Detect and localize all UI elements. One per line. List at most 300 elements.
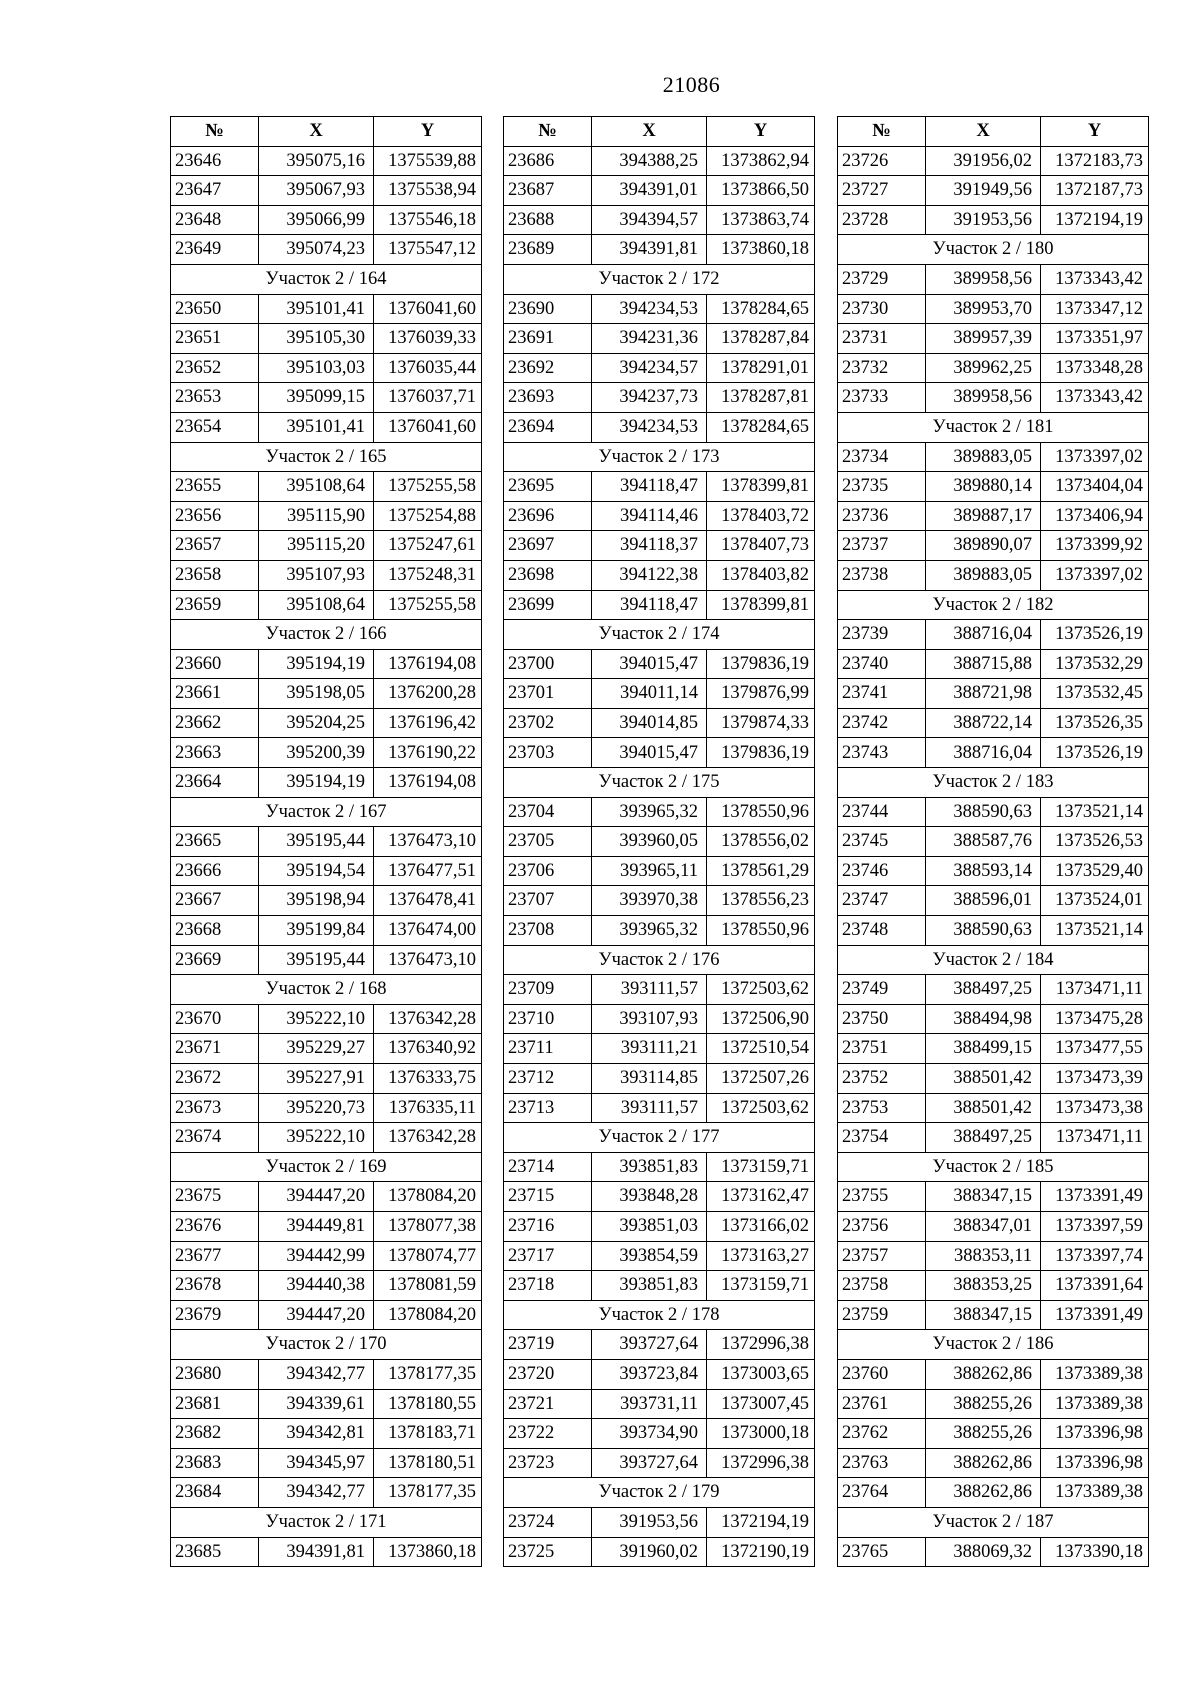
table-row <box>504 1389 815 1419</box>
table-row <box>504 797 815 827</box>
y-coordinate-cell: 1373532,45 <box>1041 679 1149 709</box>
x-coordinate-cell: 395194,19 <box>259 768 374 798</box>
table-row <box>171 1211 482 1241</box>
x-coordinate-cell: 395220,73 <box>259 1093 374 1123</box>
table-row <box>838 294 1149 324</box>
section-label: Участок 2 / 164 <box>171 264 482 294</box>
table-row <box>171 1478 482 1508</box>
y-coordinate-cell: 1375538,94 <box>374 176 482 206</box>
y-coordinate-cell: 1373524,01 <box>1041 886 1149 916</box>
point-number-cell: 23692 <box>504 353 592 383</box>
x-coordinate-cell: 388593,14 <box>926 856 1041 886</box>
y-coordinate-cell: 1378407,73 <box>707 531 815 561</box>
table-row <box>838 649 1149 679</box>
table-header-row <box>171 117 482 147</box>
point-number-cell: 23666 <box>171 856 259 886</box>
point-number-cell: 23660 <box>171 649 259 679</box>
y-coordinate-cell: 1373860,18 <box>707 235 815 265</box>
y-coordinate-cell: 1373862,94 <box>707 146 815 176</box>
table-row <box>171 738 482 768</box>
point-number-cell: 23688 <box>504 205 592 235</box>
section-header-row <box>504 945 815 975</box>
table-row <box>171 235 482 265</box>
coordinates-table-3 <box>837 116 1149 1567</box>
point-number-cell: 23665 <box>171 827 259 857</box>
y-coordinate-cell: 1373347,12 <box>1041 294 1149 324</box>
x-coordinate-cell: 394114,46 <box>592 501 707 531</box>
point-number-cell: 23648 <box>171 205 259 235</box>
y-column-header: Y <box>1041 117 1149 147</box>
table-row <box>504 1271 815 1301</box>
x-coordinate-cell: 391949,56 <box>926 176 1041 206</box>
table-row <box>838 176 1149 206</box>
x-coordinate-cell: 388499,15 <box>926 1034 1041 1064</box>
table-row <box>171 294 482 324</box>
table-row <box>171 1241 482 1271</box>
point-number-cell: 23693 <box>504 383 592 413</box>
section-label: Участок 2 / 177 <box>504 1123 815 1153</box>
table-row <box>838 620 1149 650</box>
table-row <box>504 590 815 620</box>
point-number-cell: 23745 <box>838 827 926 857</box>
section-header-row <box>838 1330 1149 1360</box>
point-number-cell: 23710 <box>504 1004 592 1034</box>
y-coordinate-cell: 1376473,10 <box>374 945 482 975</box>
section-label: Участок 2 / 184 <box>838 945 1149 975</box>
table-row <box>838 1093 1149 1123</box>
table-row <box>504 531 815 561</box>
table-row <box>504 353 815 383</box>
x-coordinate-cell: 393970,38 <box>592 886 707 916</box>
table-row <box>171 353 482 383</box>
y-coordinate-cell: 1373343,42 <box>1041 264 1149 294</box>
section-label: Участок 2 / 186 <box>838 1330 1149 1360</box>
table-row <box>838 501 1149 531</box>
x-coordinate-cell: 394118,37 <box>592 531 707 561</box>
point-number-cell: 23694 <box>504 412 592 442</box>
x-coordinate-cell: 395222,10 <box>259 1123 374 1153</box>
x-coordinate-cell: 393854,59 <box>592 1241 707 1271</box>
table-row <box>171 1389 482 1419</box>
section-label: Участок 2 / 170 <box>171 1330 482 1360</box>
point-number-cell: 23650 <box>171 294 259 324</box>
section-label: Участок 2 / 179 <box>504 1478 815 1508</box>
section-header-row <box>171 1152 482 1182</box>
x-coordinate-cell: 395099,15 <box>259 383 374 413</box>
point-number-cell: 23763 <box>838 1448 926 1478</box>
y-coordinate-cell: 1376196,42 <box>374 708 482 738</box>
table-row <box>838 324 1149 354</box>
table-row <box>171 1064 482 1094</box>
y-coordinate-cell: 1378556,02 <box>707 827 815 857</box>
point-number-cell: 23667 <box>171 886 259 916</box>
point-number-cell: 23669 <box>171 945 259 975</box>
section-label: Участок 2 / 181 <box>838 412 1149 442</box>
point-number-cell: 23731 <box>838 324 926 354</box>
y-coordinate-cell: 1375248,31 <box>374 560 482 590</box>
x-coordinate-cell: 394234,57 <box>592 353 707 383</box>
point-number-cell: 23700 <box>504 649 592 679</box>
table-row <box>171 472 482 502</box>
point-number-cell: 23670 <box>171 1004 259 1034</box>
x-column-header: X <box>926 117 1041 147</box>
point-number-cell: 23664 <box>171 768 259 798</box>
section-header-row <box>838 1507 1149 1537</box>
y-coordinate-cell: 1378183,71 <box>374 1419 482 1449</box>
y-coordinate-cell: 1376190,22 <box>374 738 482 768</box>
y-coordinate-cell: 1378180,51 <box>374 1448 482 1478</box>
point-number-cell: 23698 <box>504 560 592 590</box>
y-coordinate-cell: 1373389,38 <box>1041 1478 1149 1508</box>
x-coordinate-cell: 395195,44 <box>259 827 374 857</box>
x-coordinate-cell: 395115,90 <box>259 501 374 531</box>
y-coordinate-cell: 1372506,90 <box>707 1004 815 1034</box>
point-number-cell: 23733 <box>838 383 926 413</box>
coordinates-table-2 <box>503 116 815 1567</box>
y-coordinate-cell: 1378077,38 <box>374 1211 482 1241</box>
point-number-cell: 23661 <box>171 679 259 709</box>
y-coordinate-cell: 1373526,53 <box>1041 827 1149 857</box>
y-coordinate-cell: 1376477,51 <box>374 856 482 886</box>
point-number-cell: 23723 <box>504 1448 592 1478</box>
section-label: Участок 2 / 174 <box>504 620 815 650</box>
point-number-cell: 23743 <box>838 738 926 768</box>
point-number-cell: 23762 <box>838 1419 926 1449</box>
x-coordinate-cell: 394447,20 <box>259 1182 374 1212</box>
point-number-cell: 23706 <box>504 856 592 886</box>
x-coordinate-cell: 393727,64 <box>592 1448 707 1478</box>
y-coordinate-cell: 1373521,14 <box>1041 916 1149 946</box>
point-number-cell: 23726 <box>838 146 926 176</box>
table-row <box>504 1507 815 1537</box>
section-header-row <box>171 975 482 1005</box>
table-row <box>504 886 815 916</box>
y-coordinate-cell: 1378287,81 <box>707 383 815 413</box>
table-row <box>504 1359 815 1389</box>
x-coordinate-cell: 388497,25 <box>926 975 1041 1005</box>
y-coordinate-cell: 1372510,54 <box>707 1034 815 1064</box>
x-coordinate-cell: 394122,38 <box>592 560 707 590</box>
section-label: Участок 2 / 173 <box>504 442 815 472</box>
point-number-cell: 23702 <box>504 708 592 738</box>
table-row <box>504 679 815 709</box>
y-coordinate-cell: 1376333,75 <box>374 1064 482 1094</box>
table-row <box>171 383 482 413</box>
y-coordinate-cell: 1372190,19 <box>707 1537 815 1567</box>
y-coordinate-cell: 1372503,62 <box>707 1093 815 1123</box>
y-coordinate-cell: 1372507,26 <box>707 1064 815 1094</box>
x-coordinate-cell: 394118,47 <box>592 590 707 620</box>
y-coordinate-cell: 1373404,04 <box>1041 472 1149 502</box>
point-number-cell: 23721 <box>504 1389 592 1419</box>
y-coordinate-cell: 1373390,18 <box>1041 1537 1149 1567</box>
y-coordinate-cell: 1378550,96 <box>707 797 815 827</box>
y-coordinate-cell: 1375546,18 <box>374 205 482 235</box>
y-coordinate-cell: 1376474,00 <box>374 916 482 946</box>
table-row <box>171 1004 482 1034</box>
point-number-cell: 23754 <box>838 1123 926 1153</box>
point-number-cell: 23690 <box>504 294 592 324</box>
point-number-cell: 23739 <box>838 620 926 650</box>
table-row <box>171 501 482 531</box>
x-coordinate-cell: 394231,36 <box>592 324 707 354</box>
point-number-cell: 23678 <box>171 1271 259 1301</box>
point-number-cell: 23673 <box>171 1093 259 1123</box>
x-coordinate-cell: 393848,28 <box>592 1182 707 1212</box>
table-row <box>838 1241 1149 1271</box>
x-coordinate-cell: 391953,56 <box>926 205 1041 235</box>
x-coordinate-cell: 388353,11 <box>926 1241 1041 1271</box>
section-header-row <box>504 1123 815 1153</box>
x-coordinate-cell: 395066,99 <box>259 205 374 235</box>
y-coordinate-cell: 1378561,29 <box>707 856 815 886</box>
x-coordinate-cell: 388347,15 <box>926 1182 1041 1212</box>
table-row <box>171 768 482 798</box>
point-number-cell: 23714 <box>504 1152 592 1182</box>
point-number-cell: 23649 <box>171 235 259 265</box>
table-row <box>504 501 815 531</box>
point-number-cell: 23728 <box>838 205 926 235</box>
x-coordinate-cell: 389953,70 <box>926 294 1041 324</box>
section-label: Участок 2 / 171 <box>171 1507 482 1537</box>
x-coordinate-cell: 393851,83 <box>592 1271 707 1301</box>
x-coordinate-cell: 393731,11 <box>592 1389 707 1419</box>
x-coordinate-cell: 388347,01 <box>926 1211 1041 1241</box>
table-row <box>504 383 815 413</box>
x-coordinate-cell: 393965,11 <box>592 856 707 886</box>
table-row <box>504 1537 815 1567</box>
point-number-cell: 23719 <box>504 1330 592 1360</box>
x-coordinate-cell: 388722,14 <box>926 708 1041 738</box>
table-row <box>504 1211 815 1241</box>
table-row <box>838 679 1149 709</box>
x-coordinate-cell: 389958,56 <box>926 383 1041 413</box>
table-row <box>838 442 1149 472</box>
section-header-row <box>838 768 1149 798</box>
table-row <box>504 738 815 768</box>
table-row <box>171 679 482 709</box>
section-header-row <box>838 945 1149 975</box>
x-coordinate-cell: 388262,86 <box>926 1448 1041 1478</box>
table-row <box>838 353 1149 383</box>
y-coordinate-cell: 1372183,73 <box>1041 146 1149 176</box>
x-coordinate-cell: 393111,57 <box>592 975 707 1005</box>
table-row <box>504 472 815 502</box>
y-coordinate-cell: 1373391,49 <box>1041 1182 1149 1212</box>
x-column-header: X <box>592 117 707 147</box>
table-row <box>504 649 815 679</box>
x-coordinate-cell: 388590,63 <box>926 797 1041 827</box>
point-number-cell: 23696 <box>504 501 592 531</box>
point-number-cell: 23720 <box>504 1359 592 1389</box>
point-number-cell: 23684 <box>171 1478 259 1508</box>
table-row <box>838 827 1149 857</box>
table-row <box>171 560 482 590</box>
section-label: Участок 2 / 182 <box>838 590 1149 620</box>
x-coordinate-cell: 394234,53 <box>592 294 707 324</box>
y-coordinate-cell: 1378081,59 <box>374 1271 482 1301</box>
y-coordinate-cell: 1378074,77 <box>374 1241 482 1271</box>
table-row <box>838 383 1149 413</box>
table-row <box>838 1478 1149 1508</box>
y-coordinate-cell: 1373473,38 <box>1041 1093 1149 1123</box>
y-coordinate-cell: 1373389,38 <box>1041 1359 1149 1389</box>
section-label: Участок 2 / 175 <box>504 768 815 798</box>
x-column-header: X <box>259 117 374 147</box>
point-number-cell: 23662 <box>171 708 259 738</box>
table-row <box>838 1064 1149 1094</box>
point-number-cell: 23681 <box>171 1389 259 1419</box>
y-coordinate-cell: 1373475,28 <box>1041 1004 1149 1034</box>
x-coordinate-cell: 395227,91 <box>259 1064 374 1094</box>
y-coordinate-cell: 1373860,18 <box>374 1537 482 1567</box>
x-coordinate-cell: 393851,03 <box>592 1211 707 1241</box>
x-coordinate-cell: 395108,64 <box>259 472 374 502</box>
y-coordinate-cell: 1376473,10 <box>374 827 482 857</box>
table-row <box>838 1182 1149 1212</box>
x-coordinate-cell: 389958,56 <box>926 264 1041 294</box>
table-row <box>504 1448 815 1478</box>
table-row <box>504 1241 815 1271</box>
y-coordinate-cell: 1372187,73 <box>1041 176 1149 206</box>
x-coordinate-cell: 395074,23 <box>259 235 374 265</box>
table-row <box>171 146 482 176</box>
section-header-row <box>504 620 815 650</box>
y-coordinate-cell: 1376041,60 <box>374 294 482 324</box>
x-coordinate-cell: 391953,56 <box>592 1507 707 1537</box>
point-number-cell: 23748 <box>838 916 926 946</box>
table-row <box>504 1182 815 1212</box>
table-row <box>838 1389 1149 1419</box>
point-number-cell: 23651 <box>171 324 259 354</box>
point-number-cell: 23697 <box>504 531 592 561</box>
section-header-row <box>504 264 815 294</box>
table-row <box>838 531 1149 561</box>
y-coordinate-cell: 1373389,38 <box>1041 1389 1149 1419</box>
y-coordinate-cell: 1378177,35 <box>374 1359 482 1389</box>
y-coordinate-cell: 1375254,88 <box>374 501 482 531</box>
point-number-cell: 23689 <box>504 235 592 265</box>
x-coordinate-cell: 393965,32 <box>592 797 707 827</box>
x-coordinate-cell: 388069,32 <box>926 1537 1041 1567</box>
x-coordinate-cell: 395229,27 <box>259 1034 374 1064</box>
table-row <box>838 1034 1149 1064</box>
y-coordinate-cell: 1378399,81 <box>707 472 815 502</box>
point-number-cell: 23734 <box>838 442 926 472</box>
x-coordinate-cell: 388501,42 <box>926 1064 1041 1094</box>
number-column-header: № <box>504 117 592 147</box>
point-number-cell: 23668 <box>171 916 259 946</box>
table-row <box>171 205 482 235</box>
x-coordinate-cell: 389887,17 <box>926 501 1041 531</box>
y-coordinate-cell: 1376194,08 <box>374 768 482 798</box>
y-coordinate-cell: 1372503,62 <box>707 975 815 1005</box>
x-coordinate-cell: 388494,98 <box>926 1004 1041 1034</box>
x-coordinate-cell: 393851,83 <box>592 1152 707 1182</box>
point-number-cell: 23724 <box>504 1507 592 1537</box>
section-header-row <box>171 264 482 294</box>
coordinates-table-1 <box>170 116 482 1567</box>
x-coordinate-cell: 393734,90 <box>592 1419 707 1449</box>
table-header-row <box>838 117 1149 147</box>
section-header-row <box>171 620 482 650</box>
point-number-cell: 23682 <box>171 1419 259 1449</box>
y-coordinate-cell: 1373397,74 <box>1041 1241 1149 1271</box>
x-coordinate-cell: 395101,41 <box>259 412 374 442</box>
point-number-cell: 23674 <box>171 1123 259 1153</box>
y-coordinate-cell: 1376041,60 <box>374 412 482 442</box>
section-label: Участок 2 / 169 <box>171 1152 482 1182</box>
point-number-cell: 23759 <box>838 1300 926 1330</box>
section-header-row <box>171 442 482 472</box>
x-coordinate-cell: 394447,20 <box>259 1300 374 1330</box>
y-coordinate-cell: 1379836,19 <box>707 649 815 679</box>
table-row <box>504 1064 815 1094</box>
x-coordinate-cell: 395198,94 <box>259 886 374 916</box>
x-coordinate-cell: 393723,84 <box>592 1359 707 1389</box>
y-coordinate-cell: 1373521,14 <box>1041 797 1149 827</box>
y-coordinate-cell: 1376037,71 <box>374 383 482 413</box>
point-number-cell: 23675 <box>171 1182 259 1212</box>
y-coordinate-cell: 1373529,40 <box>1041 856 1149 886</box>
section-header-row <box>504 1478 815 1508</box>
y-coordinate-cell: 1373396,98 <box>1041 1448 1149 1478</box>
table-row <box>838 1300 1149 1330</box>
y-coordinate-cell: 1378287,84 <box>707 324 815 354</box>
point-number-cell: 23761 <box>838 1389 926 1419</box>
y-coordinate-cell: 1373351,97 <box>1041 324 1149 354</box>
y-coordinate-cell: 1373863,74 <box>707 205 815 235</box>
table-row <box>838 1419 1149 1449</box>
table-row <box>171 856 482 886</box>
point-number-cell: 23677 <box>171 1241 259 1271</box>
point-number-cell: 23755 <box>838 1182 926 1212</box>
point-number-cell: 23657 <box>171 531 259 561</box>
table-row <box>504 975 815 1005</box>
y-coordinate-cell: 1373471,11 <box>1041 1123 1149 1153</box>
section-label: Участок 2 / 183 <box>838 768 1149 798</box>
y-coordinate-cell: 1373397,02 <box>1041 560 1149 590</box>
table-row <box>171 1300 482 1330</box>
table-row <box>171 886 482 916</box>
point-number-cell: 23722 <box>504 1419 592 1449</box>
y-coordinate-cell: 1373162,47 <box>707 1182 815 1212</box>
point-number-cell: 23764 <box>838 1478 926 1508</box>
x-coordinate-cell: 388716,04 <box>926 620 1041 650</box>
x-coordinate-cell: 394391,01 <box>592 176 707 206</box>
point-number-cell: 23699 <box>504 590 592 620</box>
y-coordinate-cell: 1376340,92 <box>374 1034 482 1064</box>
x-coordinate-cell: 393111,21 <box>592 1034 707 1064</box>
point-number-cell: 23646 <box>171 146 259 176</box>
table-header-row <box>504 117 815 147</box>
point-number-cell: 23712 <box>504 1064 592 1094</box>
point-number-cell: 23746 <box>838 856 926 886</box>
x-coordinate-cell: 395108,64 <box>259 590 374 620</box>
point-number-cell: 23750 <box>838 1004 926 1034</box>
point-number-cell: 23680 <box>171 1359 259 1389</box>
y-coordinate-cell: 1376335,11 <box>374 1093 482 1123</box>
y-coordinate-cell: 1373163,27 <box>707 1241 815 1271</box>
x-coordinate-cell: 395105,30 <box>259 324 374 354</box>
y-coordinate-cell: 1378403,82 <box>707 560 815 590</box>
x-coordinate-cell: 394391,81 <box>592 235 707 265</box>
point-number-cell: 23705 <box>504 827 592 857</box>
table-row <box>838 205 1149 235</box>
point-number-cell: 23709 <box>504 975 592 1005</box>
section-header-row <box>504 1300 815 1330</box>
point-number-cell: 23725 <box>504 1537 592 1567</box>
